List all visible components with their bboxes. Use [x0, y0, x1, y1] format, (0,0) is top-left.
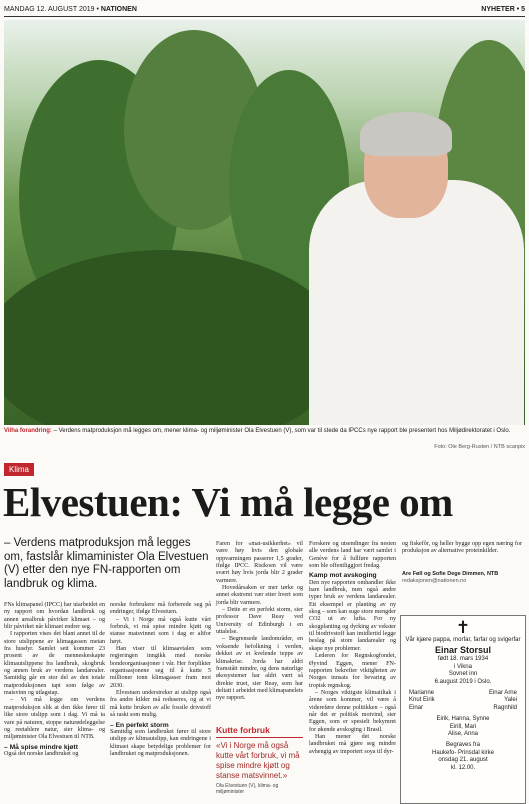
obit-family-row: [401, 705, 525, 712]
obit-funeral: Begraves fra: [445, 742, 481, 749]
column-3: [216, 541, 303, 703]
paragraph: Hovedårsaken er mer tørke og annet ekstremt vær etter hvert som jorda blir varmere.: [216, 585, 303, 606]
section-tag: Klima: [4, 463, 34, 476]
caption-text: – Verdens matproduksjon må legges om, mener klima- og miljøminister Ola Elvestuen (V), som var til stede da IPCCs nye rapport ble presentert hos Miljødirektoratet i Oslo.: [51, 428, 511, 434]
paragraph: Lederen for Regnskogfondet, Øyvind Eggen, mener FN-rapporten bekrefter viktigheten av Norges innsats for bevaring av tropisk regnskog.: [309, 653, 396, 689]
headline: Elvestuen: Vi må legge om: [3, 479, 453, 525]
paragraph: Han viser til klimaavtalen som regjeringen inngikk med norske bondeorganisasjoner i vår. Her forplikter organisasjonene seg til å kutte 5 millioner tonn klimagasser fram mot 2030.: [110, 646, 211, 689]
obit-died: 6.august 2019 i Oslo.: [434, 678, 492, 685]
photo-caption: [4, 428, 525, 436]
column-5: [402, 541, 522, 556]
obit-intro: Vår kjære pappa, morfar, farfar og svigerfar: [405, 637, 521, 643]
obit-birthplace: i Vikna: [454, 663, 472, 670]
caption-lead: Vilha forandring:: [4, 428, 52, 434]
family-name: Einar: [409, 704, 424, 711]
obit-name: Einar Storsul: [434, 645, 491, 656]
paragraph: – Norges viktigste klimatiltak i årene som kommer, vil være å videreføre denne politikken – også når det er politisk motvind, sier Eggen, som er spesielt bekymret for økende avskoging i Brasil.: [309, 689, 396, 733]
paragraph: og fiskefôr, og heller bygge opp egen næring for produksjon av alternative proteinkilder.: [402, 541, 522, 555]
obit-grandchildren: Eirill, Mari: [449, 723, 477, 730]
paragraph: – Vi må legge om verdens matproduksjon slik at den ikke fører til like store utslipp som i dag. Vi må ta vare på naturen, stoppe naturødeleggelse og reetablere natur, sier klima- og miljøminister Ola Elvestuen til NTB.: [4, 697, 105, 741]
main-photo: [4, 20, 525, 425]
quote-title: Kutte forbruk: [216, 725, 303, 738]
byline-names: Are Føll og Sofie Dege Dimmen, NTB: [402, 571, 499, 577]
paragraph: Den nye rapporten omhandler ikke bare landbruk, men også andre typer bruk av verdens landarealer. Ett eksempel er planting av ny skog – som kan suge store mengder CO2 ut av lufta. For ny skogplanting og dyrking av vekster til biodrivstoff kan imidlertid legge beslag på store landarealer og skape nye problemer.: [309, 579, 396, 652]
masthead-left: [4, 6, 137, 13]
obit-funeral: onsdag 21. august: [438, 757, 488, 764]
masthead: [4, 3, 525, 15]
masthead-rule: [4, 16, 525, 17]
paragraph: Også det norske landbruket og: [4, 750, 79, 757]
paragraph: – Dette er en perfekt storm, sier professor Dave Reay ved University of Edinburgh i en uttalelse.: [216, 607, 303, 636]
subheading: – Må spise mindre kjøtt: [4, 743, 78, 751]
page-number: 5: [521, 5, 525, 13]
obit-family-row: [401, 690, 525, 697]
masthead-right: [481, 6, 525, 13]
photo-credit: Foto: Ole Berg-Rusten / NTB scanpix: [434, 444, 525, 450]
column-2: [110, 602, 211, 758]
paragraph: Elvestuen understreker at utslipp også fra andre kilder må reduseres, og at vi må kutte bruken av alle fossile drivstoff så raskt som mulig.: [110, 690, 211, 719]
paragraph: FNs klimapanel (IPCC) har utarbeidet en ny rapport om hvordan landbruk og annen arealbruk påvirker klimaet – og blir påvirket når klimaet endrer seg.: [4, 602, 105, 631]
paragraph: Han mener det norske landbruket må gjøre seg mindre avhengig av importert soya til dyr-: [309, 733, 396, 755]
section-name: NYHETER •: [481, 5, 520, 13]
family-name: Marianne: [409, 690, 435, 697]
family-name: Knut Eirik: [409, 697, 435, 704]
column-1: [4, 602, 105, 758]
quote-source: Ola Elvestuen (V), klima- og miljøminister: [216, 783, 279, 795]
obit-grandchildren: Eirik, Hanna, Synne: [436, 716, 490, 723]
obituary-notice: [400, 615, 526, 804]
byline: [402, 571, 520, 585]
date-line: MANDAG 12. AUGUST 2019 •: [4, 5, 99, 13]
column-4: [309, 541, 396, 756]
paragraph: Samtidig som landbruket fører til store utslipp av klimautslipp, kan endringene i klimaet skape betydelige problemer for landbruket og matproduksjonen.: [110, 728, 211, 757]
paper-name: NATIONEN: [100, 5, 137, 13]
obit-funeral: Haukefo- Prinsdal kirke: [431, 749, 495, 756]
family-name: Yalei: [504, 697, 517, 704]
subheading: Kamp mot avskoging: [309, 572, 377, 580]
paragraph: norske forbrukere må forberede seg på endringer, ifølge Elvestuen.: [110, 602, 211, 616]
obit-born: født 18. mars 1934: [437, 656, 489, 663]
subheading: – En perfekt storm: [110, 721, 169, 729]
family-name: Ragnhild: [493, 704, 517, 711]
byline-email: redaksjonen@nationen.no: [402, 578, 467, 584]
obit-family-row: [401, 697, 525, 704]
obit-grandchildren: Alise, Anna: [447, 731, 479, 738]
paragraph: – Begrensede landområder, en voksende befolkning i verden, dekket av et kvelende teppe av klimakrise. Jorda har aldri framstått mindre, og dens naturlige økosystemer har aldri vært så direkte truet, sier Reay, som har deltatt i arbeidet med klimapanelets nye rapport.: [216, 636, 303, 702]
quote-box: [216, 725, 303, 795]
ingress: – Verdens matproduksjon må legges om, fastslår klimaminister Ola Elvestuen (V) etter den nye FN-rapporten om landbruk og klima.: [4, 537, 209, 590]
family-name: Einar Arne: [488, 690, 517, 697]
obit-died-word: Sovnet inn: [448, 671, 478, 678]
quote-text: «Vi i Norge må også kutte vårt forbruk, vi må spise mindre kjøtt og stanse matsvinnet.»: [216, 741, 300, 780]
paragraph: Forskere og utsendinger fra nesten alle verdens land har vært samlet i Genève for å fullføre rapporten som ble offentliggjort fredag.: [309, 541, 396, 570]
paragraph: – Vi i Norge må også kutte vårt forbruk, vi må spise mindre kjøtt og stanse matsvinnet som i dag er altfor høyt.: [110, 616, 211, 645]
obit-funeral: kl. 12.00.: [450, 764, 476, 771]
cross-icon: ✝: [455, 618, 471, 637]
person-hair: [360, 112, 452, 156]
paragraph: I rapporten vises det blant annet til de store utslippene av klimagassen metan fra husdyr. Samlet sett kommer 23 prosent av de menneskeskapte klimautslippene fra landbruk, skogbruk og annen bruk av verdens landarealer. Samtidig går en stor del av den totale matproduksjonen tapt som følge av matsvinn og utlagstap.: [4, 631, 105, 697]
paragraph: Faren for «mat-usikkerhet» vil være høy hvis den globale oppvarmingen passerer 1,5 grader, ifølge IPCC. Risikoen vil være svært høy hvis jorda blir 2 grader varmere.: [216, 541, 303, 584]
